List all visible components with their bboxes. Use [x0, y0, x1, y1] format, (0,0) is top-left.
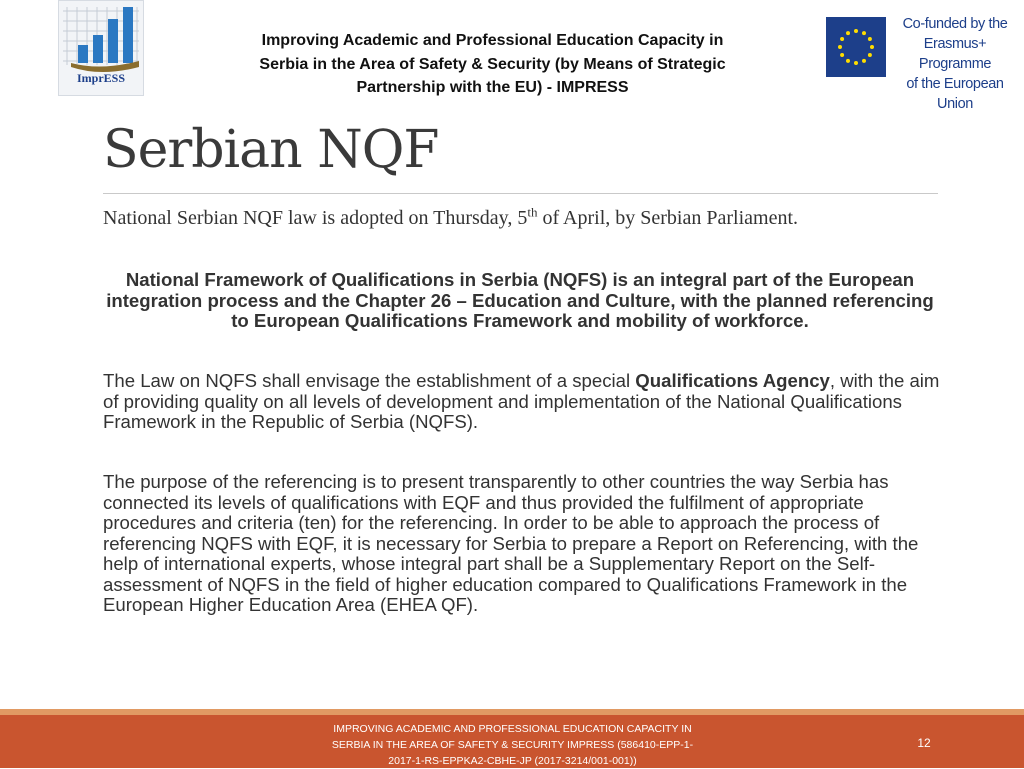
- qualifications-agency-bold: Qualifications Agency: [635, 370, 830, 391]
- footer-text-line: 2017-1-RS-EPPKA2-CBHE-JP (2017-3214/001-001)): [388, 755, 637, 767]
- eu-text-line: Co-funded by the: [902, 16, 1008, 32]
- footer-text-line: SERBIA IN THE AREA OF SAFETY & SECURITY IMPRESS (586410-EPP-1-: [331, 739, 694, 751]
- page-number: 12: [917, 736, 931, 750]
- eu-text-line: Erasmus+ Programme: [918, 36, 992, 72]
- imprESS-logo-text: ImprESS: [76, 71, 126, 85]
- referencing-purpose-paragraph: The purpose of the referencing is to present transparently to other countries the way Serbia has connected its levels of qualifications with EQF and thus provided the fulfilment of appropriate procedures and criteria (ten) for the referencing. In order to be able to approach the process of referencing NQFS with EQF, it is necessary for Serbia to prepare a Report on Referencing, with the help of international experts, whose integral part shall be a Supplementary Report on the Self-assessment of NQFS in the field of higher education compared to Qualifications Framework in the European Higher Education Area (EHEA QF).: [103, 471, 919, 615]
- header-title-line: Partnership with the EU) - IMPRESS: [356, 79, 629, 96]
- footer-project-text: [320, 721, 705, 769]
- header-title-line: Serbia in the Area of Safety & Security (by Means of Strategic: [259, 55, 726, 73]
- header-title-line: Improving Academic and Professional Education Capacity in: [261, 32, 724, 49]
- project-header-title: [190, 29, 795, 100]
- imprESS-logo: [58, 0, 144, 96]
- nqfs-integration-paragraph: National Framework of Qualifications in Serbia (NQFS) is an integral part of the European integration process and the Chapter 26 – Education and Culture, with the planned referencing to European Qualifications Framework and mobility of workforce.: [106, 269, 934, 331]
- slide-title: Serbian NQF: [103, 120, 439, 180]
- title-divider: [103, 193, 938, 194]
- eu-cofunded-text: [890, 14, 1020, 114]
- law-adoption-paragraph: [103, 204, 943, 229]
- paragraph-text: The Law on NQFS shall envisage the establishment of a special: [103, 370, 636, 391]
- erasmus-cofunded-logo: [826, 14, 1021, 112]
- footer-text-line: IMPROVING ACADEMIC AND PROFESSIONAL EDUCATION CAPACITY IN: [333, 723, 692, 735]
- paragraph-text: , with the aim of providing quality on all levels of development and implementation of the National Qualifications Framework in the Republic of Serbia (NQFS).: [103, 370, 940, 432]
- paragraph-text: National Serbian NQF law is adopted on Thursday, 5: [103, 207, 528, 229]
- eu-flag-icon: [826, 17, 886, 77]
- qualifications-agency-paragraph: [103, 371, 943, 433]
- ordinal-superscript: th: [527, 204, 538, 220]
- eu-text-line: of the European Union: [906, 76, 1004, 112]
- paragraph-text: of April, by Serbian Parliament.: [537, 207, 799, 229]
